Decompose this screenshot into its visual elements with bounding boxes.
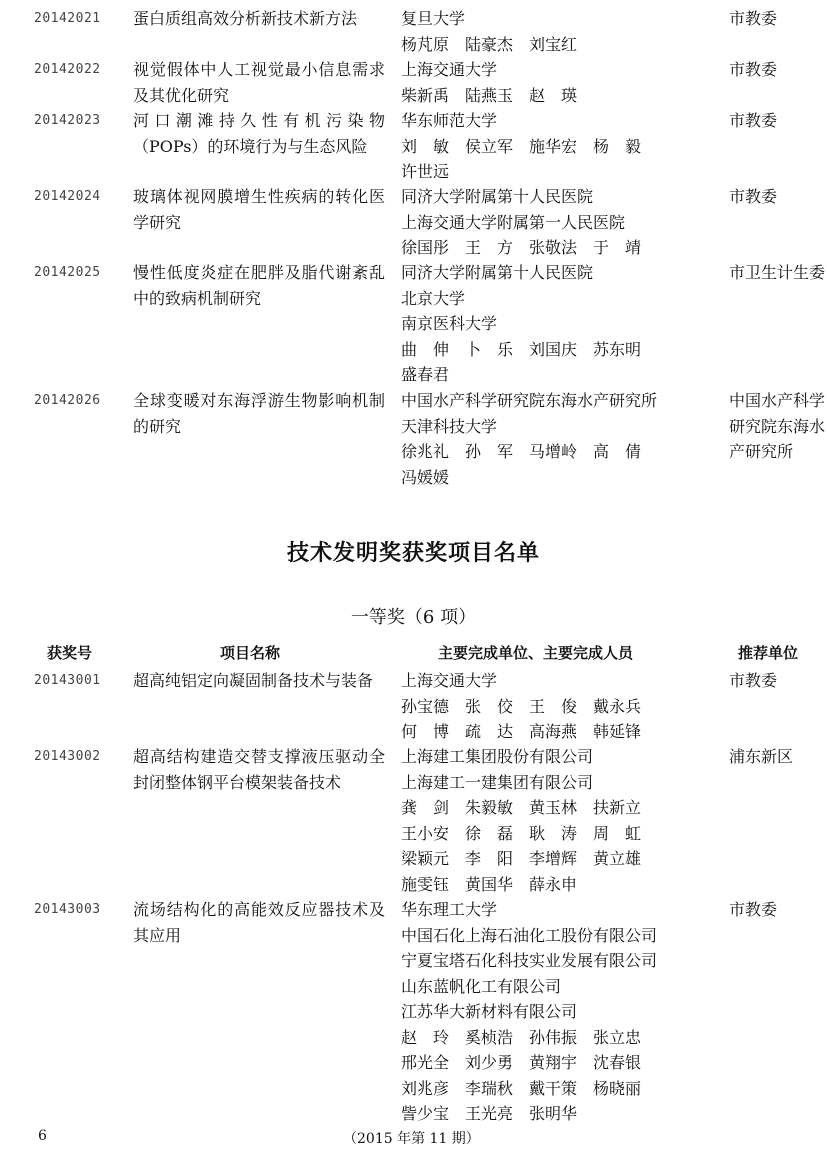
award-number: 20142025 xyxy=(34,265,101,280)
unit-line: 北京大学 xyxy=(401,288,466,308)
page-number: 6 xyxy=(38,1128,47,1144)
unit-line: 江苏华大新材料有限公司 xyxy=(401,1002,578,1021)
unit-line: 曲 伸 卜 乐 刘国庆 苏东明 xyxy=(401,339,642,359)
units-and-people xyxy=(401,57,713,108)
unit-line: 华东师范大学 xyxy=(401,111,498,130)
header-id: 获奖号 xyxy=(47,644,93,662)
units-and-people xyxy=(401,184,713,261)
units-and-people xyxy=(401,108,713,185)
unit-line: 赵 玲 奚桢浩 孙伟振 张立忠 xyxy=(401,1027,642,1047)
unit-line: 宁夏宝塔石化科技实业发展有限公司 xyxy=(401,951,658,970)
units-and-people xyxy=(401,388,713,490)
unit-line: 柴新禹 陆燕玉 赵 瑛 xyxy=(401,85,578,105)
unit-line: 王小安 徐 磊 耿 涛 周 虹 xyxy=(401,823,642,843)
project-title: 河口潮滩持久性有机污染物（POPs）的环境行为与生态风险 xyxy=(133,111,385,156)
header-recommender: 推荐单位 xyxy=(738,644,799,662)
issue-label: （2015 年第 11 期） xyxy=(343,1131,480,1147)
project-title: 全球变暖对东海浮游生物影响机制的研究 xyxy=(133,391,385,436)
unit-line: 上海交通大学附属第一人民医院 xyxy=(401,212,626,232)
units-and-people xyxy=(401,897,713,1127)
recommender: 市教委 xyxy=(729,9,778,28)
unit-line: 许世远 xyxy=(401,162,450,181)
unit-line: 同济大学附属第十人民医院 xyxy=(401,263,594,282)
table-header xyxy=(0,642,827,668)
unit-line: 上海建工一建集团有限公司 xyxy=(401,772,594,792)
unit-line: 盛春君 xyxy=(401,365,450,384)
unit-line: 中国水产科学研究院东海水产研究所 xyxy=(401,391,658,410)
project-title: 玻璃体视网膜增生性疾病的转化医学研究 xyxy=(133,187,385,232)
recommender: 市教委 xyxy=(729,187,778,206)
unit-line: 刘 敏 侯立军 施华宏 杨 毅 xyxy=(401,136,642,156)
unit-line: 杨芃原 陆豪杰 刘宝红 xyxy=(401,34,578,54)
award-number: 20143003 xyxy=(34,902,101,917)
unit-line: 中国石化上海石油化工股份有限公司 xyxy=(401,925,658,945)
unit-line: 华东理工大学 xyxy=(401,900,498,919)
recommender: 市教委 xyxy=(729,111,778,130)
unit-line: 刘兆彦 李瑞秋 戴干策 杨晓丽 xyxy=(401,1078,642,1098)
unit-line: 冯媛媛 xyxy=(401,467,450,487)
award-number: 20142021 xyxy=(34,11,101,26)
unit-line: 山东蓝帆化工有限公司 xyxy=(401,976,562,996)
project-title: 超高纯铝定向凝固制备技术与装备 xyxy=(133,671,374,690)
header-units: 主要完成单位、主要完成人员 xyxy=(438,644,634,662)
unit-line: 何 博 疏 达 高海燕 韩延锋 xyxy=(401,722,642,741)
unit-line: 孙宝德 张 佼 王 俊 戴永兵 xyxy=(401,696,642,716)
recommender: 浦东新区 xyxy=(729,747,794,766)
award-number: 20142022 xyxy=(34,62,101,77)
unit-line: 梁颖元 李 阳 李增辉 黄立雄 xyxy=(401,849,642,868)
header-title: 项目名称 xyxy=(220,644,281,662)
unit-line: 上海建工集团股份有限公司 xyxy=(401,747,594,766)
recommender: 市教委 xyxy=(729,671,778,690)
unit-line: 上海交通大学 xyxy=(401,671,498,690)
unit-line: 徐国彤 王 方 张敬法 于 靖 xyxy=(401,238,642,257)
recommender: 中国水产科学研究院东海水产研究所 xyxy=(729,391,826,461)
unit-line: 施雯钰 黄国华 薛永申 xyxy=(401,874,578,894)
project-title: 视觉假体中人工视觉最小信息需求及其优化研究 xyxy=(133,60,385,105)
page-title: 技术发明奖获奖项目名单 xyxy=(286,540,540,566)
award-number: 20143001 xyxy=(34,673,101,688)
unit-line: 上海交通大学 xyxy=(401,60,498,79)
unit-line: 龚 剑 朱毅敏 黄玉林 扶新立 xyxy=(401,798,642,817)
section-title: 一等奖（6 项） xyxy=(350,607,477,628)
unit-line: 徐兆礼 孙 军 马增岭 高 倩 xyxy=(401,442,642,461)
award-number: 20142023 xyxy=(34,113,101,128)
units-and-people xyxy=(401,6,713,57)
award-number: 20143002 xyxy=(34,749,101,764)
project-title: 蛋白质组高效分析新技术新方法 xyxy=(133,9,358,28)
recommender: 市卫生计生委 xyxy=(729,263,826,282)
unit-line: 天津科技大学 xyxy=(401,416,498,436)
recommender: 市教委 xyxy=(729,900,778,919)
unit-line: 复旦大学 xyxy=(401,9,466,28)
unit-line: 南京医科大学 xyxy=(401,314,498,333)
unit-line: 同济大学附属第十人民医院 xyxy=(401,187,594,206)
project-title: 超高结构建造交替支撑液压驱动全封闭整体钢平台模架装备技术 xyxy=(133,747,385,792)
units-and-people xyxy=(401,260,713,388)
unit-line: 訾少宝 王光亮 张明华 xyxy=(401,1104,578,1123)
unit-line: 邢光全 刘少勇 黄翔宇 沈春银 xyxy=(401,1053,642,1072)
project-title: 慢性低度炎症在肥胖及脂代谢紊乱中的致病机制研究 xyxy=(133,263,385,308)
units-and-people xyxy=(401,668,713,745)
project-title: 流场结构化的高能效反应器技术及其应用 xyxy=(133,900,385,945)
units-and-people xyxy=(401,744,713,897)
recommender: 市教委 xyxy=(729,60,778,79)
award-number: 20142026 xyxy=(34,393,101,408)
award-number: 20142024 xyxy=(34,189,101,204)
